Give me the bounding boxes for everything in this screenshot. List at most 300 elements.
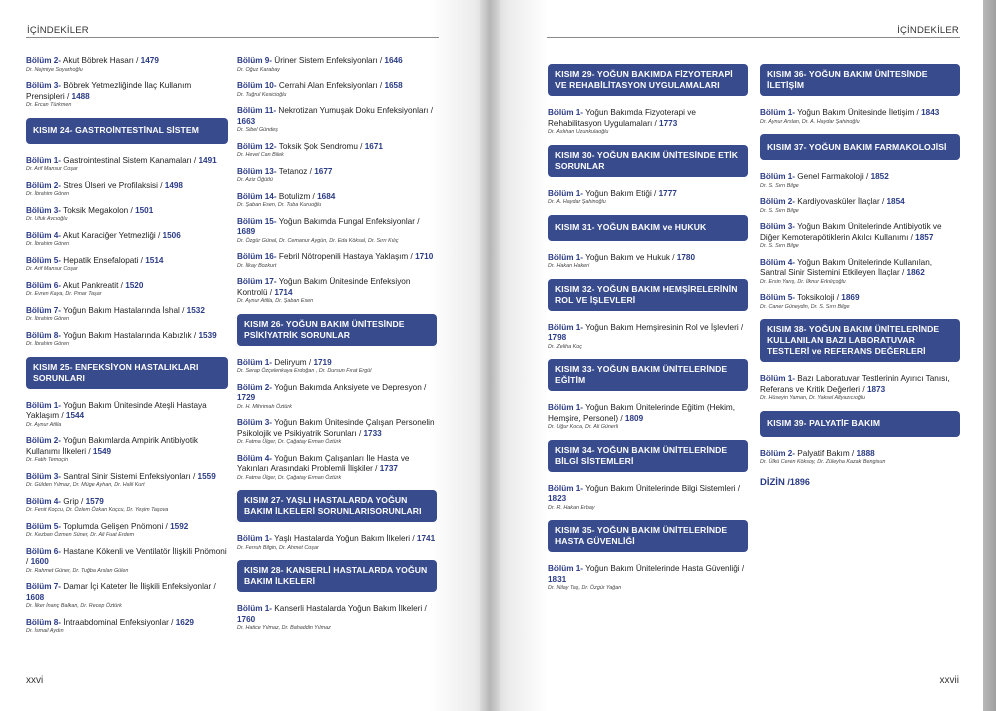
toc-entry[interactable]: [237, 604, 437, 633]
toc-entry[interactable]: [760, 222, 960, 251]
chapter-page-number: 1600: [30, 557, 49, 566]
toc-entry[interactable]: [26, 497, 228, 515]
toc-entry[interactable]: [237, 81, 437, 99]
toc-entry[interactable]: [26, 306, 228, 324]
chapter-authors: Dr. Fatma Ülger, Dr. Çağatay Erman Öztürk: [237, 439, 342, 445]
chapter-label: Bölüm 1-: [26, 155, 62, 165]
chapter-title: Yoğun Bakımda Fungal Enfeksiyonlar /: [276, 216, 420, 226]
entry-title: [760, 293, 960, 304]
chapter-authors: Dr. Gülden Yılmaz, Dr. Müge Ayhan, Dr. Halil Kurt: [26, 482, 145, 488]
chapter-label: Bölüm 4-: [26, 230, 62, 240]
entry-title: [548, 484, 748, 505]
entry-title: [760, 172, 960, 183]
chapter-label: Bölüm 2-: [26, 436, 62, 445]
chapter-title: Yoğun Bakım Hastalarında İshal /: [61, 305, 187, 315]
chapter-page-number: 1671: [364, 141, 383, 151]
entry-title: [26, 81, 228, 102]
toc-entry[interactable]: [237, 358, 437, 376]
entry-title: [548, 564, 748, 585]
toc-column-right-1: [548, 56, 748, 600]
entry-title: [548, 253, 748, 264]
entry-title: [237, 217, 437, 238]
chapter-label: Bölüm 1-: [548, 403, 584, 412]
chapter-authors: Dr. İbrahim Gören: [26, 241, 69, 247]
chapter-page-number: 1539: [198, 330, 217, 340]
chapter-authors: Dr. Ülkü Ceren Köksoy, Dr. Züleyha Kazak Bengisun: [760, 459, 886, 465]
toc-entry[interactable]: [760, 293, 960, 311]
toc-entry[interactable]: [26, 81, 228, 110]
chapter-title: Akut Karaciğer Yetmezliği /: [61, 230, 163, 240]
toc-entry[interactable]: [26, 256, 228, 274]
chapter-page-number: 1684: [317, 191, 336, 201]
chapter-title: Toksikoloji /: [795, 293, 842, 302]
entry-title: [237, 252, 437, 263]
chapter-title: Febril Nötropenili Hastaya Yaklaşım /: [276, 252, 416, 261]
chapter-title: Hepatik Ensefalopati /: [61, 255, 146, 265]
toc-entry[interactable]: [760, 258, 960, 287]
index-page-number: 1896: [789, 476, 810, 487]
chapter-label: Bölüm 2-: [237, 382, 273, 392]
entry-title: [237, 142, 437, 153]
section-header: KISIM 31- YOĞUN BAKIM ve HUKUK: [548, 215, 748, 241]
chapter-label: Bölüm 3-: [237, 418, 273, 427]
chapter-title: Akut Böbrek Hasarı /: [61, 56, 141, 65]
chapter-title: Genel Farmakoloji /: [795, 172, 871, 181]
section-header: KISIM 27- YAŞLI HASTALARDA YOĞUN BAKIM İLKELERİ SORUNLARISORUNLARI: [237, 490, 437, 522]
entry-title: [237, 454, 437, 475]
section-header: KISIM 34- YOĞUN BAKIM ÜNİTELERİNDE BİLGİ SİSTEMLERİ: [548, 440, 748, 472]
chapter-page-number: 1549: [92, 446, 112, 456]
chapter-authors: Dr. Ferruh Bilgin, Dr. Ahmet Coşar: [237, 544, 319, 551]
chapter-title: Yoğun Bakım ve Hukuk /: [583, 252, 677, 262]
section-header: KISIM 30- YOĞUN BAKIM ÜNİTESİNDE ETİK SORUNLAR: [548, 145, 748, 177]
entry-title: [237, 167, 437, 178]
chapter-authors: Dr. Oğuz Karabay: [237, 66, 280, 73]
entry-title: [26, 206, 228, 217]
chapter-page-number: 1729: [237, 393, 256, 402]
index-entry[interactable]: [760, 477, 960, 488]
chapter-label: Bölüm 1-: [760, 172, 796, 181]
chapter-title: Yoğun Bakımda Anksiyete ve Depresyon /: [272, 382, 427, 392]
chapter-title: Toplumda Gelişen Pnömoni /: [61, 521, 171, 531]
toc-entry[interactable]: [548, 108, 748, 137]
chapter-title: Böbrek Yetmezliğinde İlaç Kullanım Prensipleri /: [26, 81, 192, 101]
chapter-label: Bölüm 1-: [760, 108, 796, 117]
chapter-label: Bölüm 1-: [237, 357, 273, 367]
chapter-authors: Dr. Hatice Yılmaz, Dr. Bahaddin Yılmaz: [237, 625, 331, 631]
chapter-label: Bölüm 1-: [548, 322, 584, 332]
chapter-page-number: 1780: [676, 252, 696, 262]
chapter-page-number: 1498: [164, 180, 183, 190]
book-gutter: [480, 0, 500, 711]
chapter-authors: Dr. Tuğrul Kesicioğlu: [237, 91, 287, 98]
chapter-authors: Dr. Ufuk Avcıoğlu: [26, 216, 68, 222]
chapter-page-number: 1869: [841, 293, 860, 302]
entry-title: [26, 156, 228, 167]
chapter-title: Nekrotizan Yumuşak Doku Enfeksiyonları /: [276, 106, 433, 115]
entry-title: [237, 277, 437, 298]
chapter-page-number: 1862: [906, 268, 925, 277]
toc-entry[interactable]: [237, 534, 437, 552]
chapter-page-number: 1737: [379, 464, 398, 473]
chapter-label: Bölüm 12-: [237, 141, 277, 151]
chapter-page-number: 1608: [26, 592, 45, 602]
chapter-title: Yoğun Bakım Ünitelerinde Eğitim (Hekim, Hemşire, Personel) /: [548, 403, 736, 423]
chapter-title: Kardiyovasküler İlaçlar /: [795, 197, 887, 206]
chapter-page-number: 1854: [886, 197, 905, 206]
chapter-label: Bölüm 4-: [26, 496, 62, 506]
chapter-label: Bölüm 1-: [548, 188, 584, 198]
chapter-title: Yoğun Bakım Ünitelerinde Kullanılan, Santral Sinir Sistemini Etkileyen İlaçlar /: [760, 257, 933, 277]
chapter-label: Bölüm 1-: [237, 534, 273, 543]
entry-title: [548, 323, 748, 344]
chapter-page-number: 1646: [384, 56, 403, 65]
chapter-authors: Dr. İbrahim Gören: [26, 316, 69, 322]
toc-entry[interactable]: [237, 277, 437, 306]
chapter-title: Palyatif Bakım /: [795, 448, 857, 458]
toc-entry[interactable]: [26, 156, 228, 174]
running-head: İÇİNDEKİLER: [897, 25, 959, 36]
chapter-page-number: 1532: [186, 305, 205, 315]
chapter-authors: Dr. Özgür Günal, Dr. Cemanur Aygün, Dr. Eda Köksal, Dr. Sırrı Kılıç: [237, 237, 399, 244]
chapter-label: Bölüm 9-: [237, 56, 273, 65]
chapter-title: Santral Sinir Sistemi Enfeksiyonları /: [61, 471, 198, 481]
toc-entry[interactable]: [760, 449, 960, 467]
chapter-page-number: 1491: [198, 155, 217, 165]
entry-title: [237, 418, 437, 439]
entry-title: [237, 534, 437, 545]
chapter-page-number: 1741: [416, 534, 436, 543]
chapter-page-number: 1689: [237, 227, 256, 236]
chapter-authors: Dr. Rahmet Güner, Dr. Tuğba Arslan Gülen: [26, 567, 129, 574]
entry-title: [237, 383, 437, 404]
chapter-authors: Dr. S. Sırrı Bilge: [760, 207, 799, 214]
left-page: [0, 0, 489, 711]
chapter-authors: Dr. A. Haydar Şahinoğlu: [548, 199, 606, 205]
chapter-authors: Dr. Aynur Atilla, Dr. Şaban Esen: [237, 298, 314, 304]
chapter-page-number: 1677: [314, 166, 333, 176]
section-header: KISIM 33- YOĞUN BAKIM ÜNİTELERİNDE EĞİTİM: [548, 359, 748, 391]
entry-title: [26, 582, 228, 603]
chapter-label: Bölüm 5-: [26, 521, 62, 531]
chapter-label: Bölüm 13-: [237, 166, 277, 176]
toc-entry[interactable]: [26, 472, 228, 490]
chapter-label: Bölüm 17-: [237, 277, 277, 286]
toc-entry[interactable]: [760, 374, 960, 403]
chapter-label: Bölüm 4-: [237, 453, 273, 463]
chapter-label: Bölüm 3-: [26, 471, 62, 481]
chapter-label: Bölüm 3-: [26, 205, 62, 215]
chapter-label: Bölüm 6-: [26, 546, 62, 556]
chapter-authors: Dr. Caner Güneydin, Dr. S. Sırrı Bilge: [760, 303, 850, 310]
right-page: [489, 0, 983, 711]
chapter-label: Bölüm 1-: [548, 108, 584, 117]
chapter-page-number: 1760: [237, 614, 256, 624]
chapter-title: Cerrahi Alan Enfeksiyonları /: [276, 81, 385, 90]
section-header: KISIM 26- YOĞUN BAKIM ÜNİTESİNDE PSİKİYATRİK SORUNLAR: [237, 314, 437, 346]
toc-entry[interactable]: [760, 108, 960, 126]
chapter-label: Bölüm 8-: [26, 617, 62, 627]
toc-entry[interactable]: [237, 192, 437, 210]
chapter-authors: Dr. Nejmiye Soyarhoğlu: [26, 66, 83, 73]
toc-entry[interactable]: [237, 454, 437, 483]
entry-title: [548, 189, 748, 200]
chapter-label: Bölüm 5-: [760, 293, 796, 302]
chapter-authors: Dr. Serap Özçelenkaya Erdoğan , Dr. Dursun Fırat Ergül: [237, 368, 372, 374]
entry-title: [237, 106, 437, 127]
toc-entry[interactable]: [26, 436, 228, 465]
chapter-label: Bölüm 2-: [760, 197, 796, 206]
toc-entry[interactable]: [26, 231, 228, 249]
entry-title: [26, 181, 228, 192]
chapter-authors: Dr. H. Mihrimah Öztürk: [237, 403, 292, 410]
toc-entry[interactable]: [237, 252, 437, 270]
chapter-title: Deliryum /: [272, 357, 314, 367]
toc-entry[interactable]: [26, 181, 228, 199]
chapter-label: Bölüm 15-: [237, 216, 277, 226]
chapter-label: Bölüm 8-: [26, 330, 62, 340]
toc-entry[interactable]: [26, 582, 228, 611]
entry-title: [237, 192, 437, 203]
toc-entry[interactable]: [26, 547, 228, 576]
toc-entry[interactable]: [548, 189, 748, 207]
chapter-title: Stres Ülseri ve Profilaksisi /: [61, 180, 165, 190]
section-header: KISIM 38- YOĞUN BAKIM ÜNİTELERİNDE KULLANILAN BAZI LABORATUVAR TESTLERİ ve REFERANS DEĞERLERİ: [760, 319, 960, 362]
chapter-authors: Dr. Ercan Türkmen: [26, 102, 72, 108]
entry-title: [237, 81, 437, 92]
toc-entry[interactable]: [237, 383, 437, 412]
section-header: KISIM 28- KANSERLİ HASTALARDA YOĞUN BAKIM İLKELERİ: [237, 560, 437, 592]
chapter-title: Yoğun Bakımda Fizyoterapi ve Rehabilitasyon Uygulamaları /: [548, 108, 696, 128]
chapter-authors: Dr. İlker İnanç Balkan, Dr. Recep Öztürk: [26, 603, 122, 609]
chapter-label: Bölüm 14-: [237, 191, 277, 201]
chapter-title: Grip /: [61, 496, 86, 506]
chapter-title: Üriner Sistem Enfeksiyonları /: [272, 56, 385, 65]
entry-title: [26, 497, 228, 508]
chapter-authors: Dr. Zeliha Koç: [548, 343, 582, 350]
section-header: KISIM 32- YOĞUN BAKIM HEMŞİRELERİNİN ROL VE İŞLEVLERİ: [548, 279, 748, 311]
chapter-authors: Dr. S. Sırrı Bilge: [760, 182, 799, 189]
chapter-page-number: 1857: [915, 232, 934, 242]
chapter-title: Yoğun Bakım Ünitesinde Enfeksiyon Kontrolü /: [237, 277, 411, 297]
chapter-authors: Dr. Nilay Taş, Dr. Özgür Yağan: [548, 585, 622, 591]
toc-entry[interactable]: [26, 206, 228, 224]
entry-title: [760, 222, 960, 243]
toc-entry[interactable]: [237, 418, 437, 447]
chapter-title: Yoğun Bakım Ünitesinde İletişim /: [795, 108, 922, 117]
toc-entry[interactable]: [548, 564, 748, 593]
chapter-authors: Dr. Şaban Esen, Dr. Tuba Kuruoğlu: [237, 202, 322, 208]
chapter-page-number: 1733: [363, 428, 382, 438]
chapter-authors: Dr. Fatma Ülger, Dr. Çağatay Erman Öztürk: [237, 474, 342, 481]
chapter-authors: Dr. İbrahim Gören: [26, 191, 69, 197]
toc-entry[interactable]: [26, 522, 228, 540]
section-header: KISIM 35- YOĞUN BAKIM ÜNİTELERİNDE HASTA GÜVENLİĞİ: [548, 520, 748, 552]
entry-title: [548, 108, 748, 129]
chapter-label: Bölüm 1-: [548, 483, 584, 493]
chapter-authors: Dr. Ersin Yarış, Dr. İlknur Erkılıçoğlu: [760, 278, 846, 285]
toc-entry[interactable]: [26, 331, 228, 349]
chapter-page-number: 1658: [384, 81, 403, 90]
chapter-authors: Dr. S. Sırrı Bilge: [760, 243, 799, 249]
entry-title: [26, 472, 228, 483]
toc-entry[interactable]: [548, 323, 748, 352]
chapter-title: Yoğun Bakım Ünitesinde Ateşli Hastaya Yaklaşım /: [26, 400, 207, 420]
chapter-title: Yoğun Bakım Hastalarında Kabızlık /: [61, 330, 199, 340]
chapter-title: Botulizm /: [276, 191, 318, 201]
entry-title: [26, 231, 228, 242]
toc-entry[interactable]: [548, 403, 748, 432]
chapter-authors: Dr. Arif Mansur Coşar: [26, 166, 78, 172]
entry-title: [26, 401, 228, 422]
header-rule: [26, 37, 439, 38]
chapter-title: Kanserli Hastalarda Yoğun Bakım İlkeleri /: [272, 604, 427, 613]
entry-title: [26, 522, 228, 533]
toc-entry[interactable]: [548, 253, 748, 271]
entry-title: [237, 358, 437, 369]
chapter-page-number: 1798: [548, 333, 567, 342]
chapter-title: Akut Pankreatit /: [61, 280, 126, 290]
chapter-label: Bölüm 1-: [237, 604, 273, 613]
chapter-authors: Dr. R. Hakan Erbay: [548, 504, 595, 511]
chapter-label: Bölüm 3-: [760, 222, 796, 231]
header-rule: [547, 37, 960, 38]
page-edge: [983, 0, 996, 711]
entry-title: [26, 56, 228, 67]
section-header: KISIM 25- ENFEKSİYON HASTALIKLARI SORUNLARI: [26, 357, 228, 389]
section-header: KISIM 24- GASTROİNTESTİNAL SİSTEM: [26, 118, 228, 144]
toc-column-left-2: [237, 56, 437, 640]
toc-entry[interactable]: [237, 217, 437, 246]
toc-entry[interactable]: [237, 142, 437, 160]
chapter-label: Bölüm 7-: [26, 305, 62, 315]
entry-title: [760, 449, 960, 460]
chapter-label: Bölüm 16-: [237, 252, 277, 261]
chapter-label: Bölüm 6-: [26, 280, 62, 290]
toc-column-right-2: [760, 56, 960, 488]
entry-title: [26, 281, 228, 292]
chapter-title: Yoğun Bakım Ünitesinde Çalışan Personelin Psikolojik ve Psikiyatrik Sorunları /: [237, 418, 435, 438]
chapter-page-number: 1520: [125, 280, 144, 290]
entry-title: [760, 258, 960, 279]
toc-entry[interactable]: [26, 618, 228, 636]
toc-entry[interactable]: [548, 484, 748, 513]
chapter-title: Hastane Kökenli ve Ventilatör İlişkili Pnömoni /: [26, 546, 227, 566]
toc-entry[interactable]: [237, 167, 437, 185]
chapter-authors: Dr. Hakan Hakeri: [548, 263, 590, 269]
chapter-title: Toksik Şok Sendromu /: [276, 141, 365, 151]
chapter-title: İntraabdominal Enfeksiyonlar /: [61, 617, 176, 627]
chapter-label: Bölüm 2-: [760, 448, 796, 458]
chapter-authors: Dr. Hüseyin Yaman, Dr. Yaksel Altyazıcıoğlu: [760, 395, 866, 401]
chapter-page-number: 1579: [85, 496, 104, 506]
chapter-page-number: 1544: [65, 411, 85, 420]
chapter-label: Bölüm 4-: [760, 257, 796, 267]
entry-title: [237, 56, 437, 67]
running-head: İÇİNDEKİLER: [27, 25, 89, 36]
section-header: KISIM 29- YOĞUN BAKIMDA FİZYOTERAPİ VE REHABİLİTASYON UYGULAMALARI: [548, 64, 748, 96]
chapter-title: Gastrointestinal Sistem Kanamaları /: [61, 155, 199, 165]
chapter-page-number: 1501: [135, 205, 154, 215]
chapter-title: Yoğun Bakımlarda Ampirik Antibiyotik Kullanımı İlkeleri /: [26, 436, 199, 456]
chapter-title: Yoğun Bakım Ünitelerinde Antibiyotik ve Diğer Kemoterapötiklerin Akılcı Kullanımı /: [760, 222, 942, 242]
chapter-title: Yaşlı Hastalarda Yoğun Bakım İlkeleri /: [272, 534, 417, 543]
entry-title: [26, 306, 228, 317]
chapter-authors: Dr. Arif Mansur Coşar: [26, 266, 78, 272]
chapter-page-number: 1479: [140, 56, 159, 65]
chapter-authors: Dr. Evren Kaya, Dr. Pınar Taşar: [26, 291, 102, 297]
chapter-authors: Dr. Fatih Temoçin: [26, 457, 69, 463]
chapter-authors: Dr. Sibel Gündeş: [237, 127, 278, 133]
index-separator: /: [784, 476, 790, 487]
entry-title: [760, 108, 960, 119]
chapter-label: Bölüm 7-: [26, 582, 62, 591]
toc-entry[interactable]: [26, 401, 228, 430]
chapter-page-number: 1710: [415, 252, 434, 261]
chapter-page-number: 1873: [866, 384, 886, 394]
toc-entry[interactable]: [26, 281, 228, 299]
chapter-page-number: 1592: [170, 521, 189, 531]
section-header: KISIM 36- YOĞUN BAKIM ÜNİTESİNDE İLETİŞİM: [760, 64, 960, 96]
chapter-authors: Dr. Aslıhan Uzunkulaoğlu: [548, 129, 609, 135]
chapter-authors: Dr. Aziz Öğütlü: [237, 177, 273, 183]
chapter-title: Yoğun Bakım Ünitelerinde Bilgi Sistemleri /: [583, 483, 741, 493]
chapter-label: Bölüm 10-: [237, 81, 277, 90]
chapter-authors: Dr. Fenit Koçcu, Dr. Özlem Özkan Koçcu, Dr. Yeşim Taşova: [26, 507, 169, 513]
chapter-authors: Dr. Hevel Can Bilek: [237, 152, 284, 158]
chapter-page-number: 1888: [856, 448, 875, 458]
toc-entry[interactable]: [26, 56, 228, 74]
chapter-page-number: 1773: [659, 118, 678, 128]
entry-title: [26, 331, 228, 342]
page-number: xxvii: [939, 675, 959, 686]
chapter-page-number: 1719: [313, 357, 332, 367]
chapter-label: Bölüm 2-: [26, 180, 62, 190]
chapter-title: Yoğun Bakım Ünitelerinde Hasta Güvenliği /: [583, 564, 745, 573]
chapter-label: Bölüm 11-: [237, 106, 277, 115]
entry-title: [26, 618, 228, 629]
chapter-page-number: 1714: [274, 287, 293, 297]
toc-entry[interactable]: [760, 197, 960, 215]
chapter-authors: Dr. İlkay Bozkurt: [237, 262, 277, 269]
chapter-title: Bazı Laboratuvar Testlerinin Ayırıcı Tanısı, Referans ve Kritik Değerleri /: [760, 374, 950, 394]
chapter-page-number: 1777: [658, 188, 677, 198]
toc-entry[interactable]: [237, 56, 437, 74]
entry-title: [26, 436, 228, 457]
page-number: xxvi: [26, 675, 44, 686]
chapter-authors: Dr. İsmail Aydın: [26, 628, 64, 634]
chapter-label: Bölüm 3-: [26, 81, 62, 90]
chapter-page-number: 1514: [145, 255, 164, 265]
entry-title: [548, 403, 748, 424]
chapter-page-number: 1663: [237, 116, 256, 126]
chapter-page-number: 1823: [548, 494, 567, 503]
toc-entry[interactable]: [760, 172, 960, 190]
chapter-authors: Dr. Uğur Koca, Dr. Ali Günerli: [548, 424, 619, 430]
entry-title: [760, 197, 960, 208]
toc-entry[interactable]: [237, 106, 437, 135]
chapter-page-number: 1629: [175, 617, 194, 627]
chapter-page-number: 1831: [548, 574, 567, 584]
chapter-authors: Dr. Kezban Özmen Süner, Dr. Ali Fuat Erdem: [26, 532, 135, 538]
chapter-title: Yoğun Bakım Etiği /: [583, 188, 659, 198]
chapter-title: Yoğun Bakım Hemşiresinin Rol ve İşlevleri /: [583, 322, 744, 332]
chapter-label: Bölüm 2-: [26, 56, 62, 65]
chapter-page-number: 1852: [870, 172, 889, 181]
chapter-title: Tetanoz /: [276, 166, 315, 176]
chapter-label: Bölüm 1-: [760, 374, 796, 383]
chapter-label: Bölüm 1-: [548, 564, 584, 573]
